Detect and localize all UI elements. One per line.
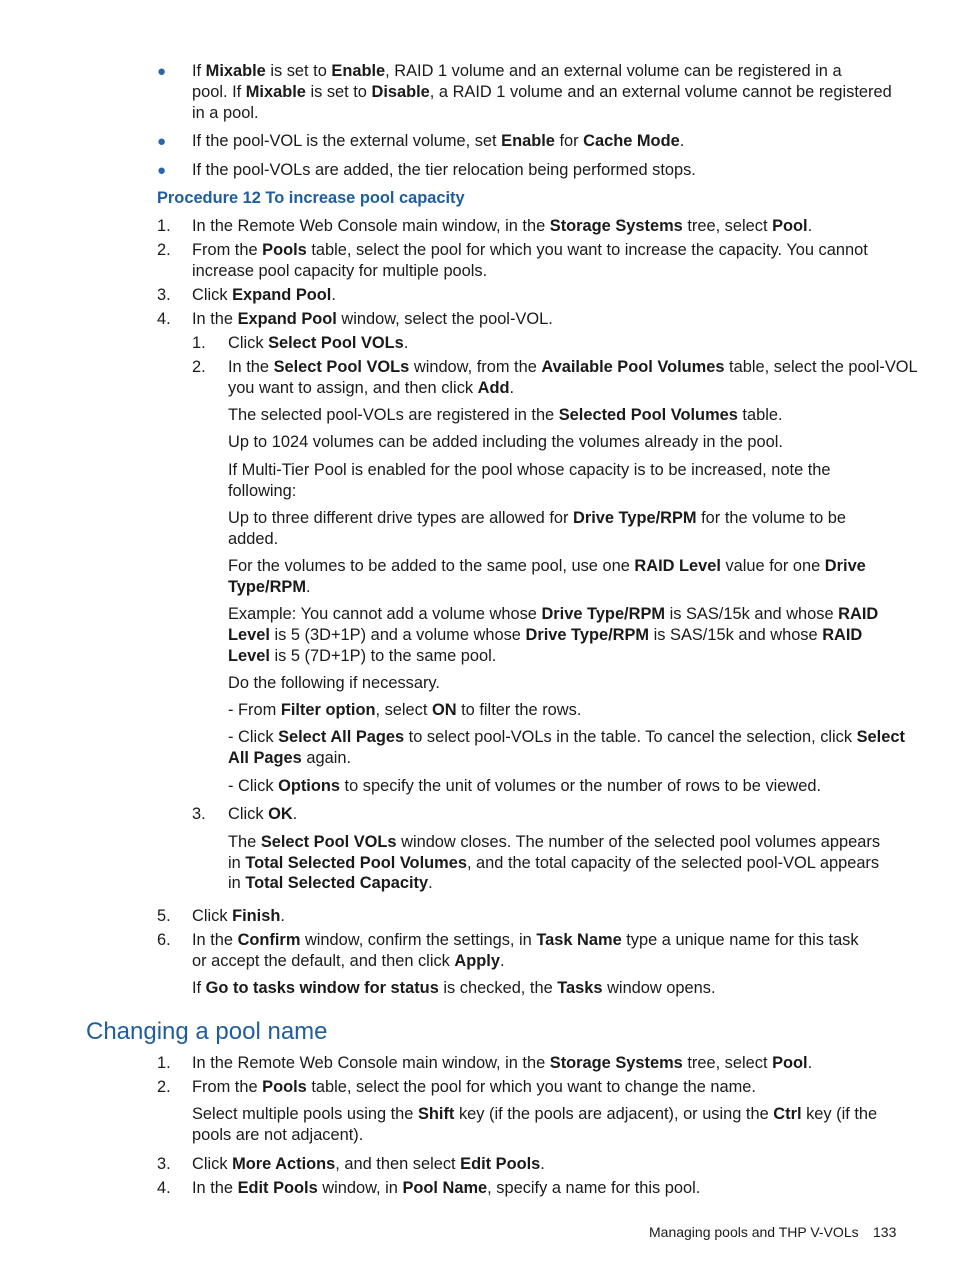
step-line: Click Expand Pool. (192, 286, 336, 304)
substep-line: you want to assign, and then click Add. (228, 379, 515, 397)
step-line: In the Expand Pool window, select the pool-VOL. (192, 310, 553, 328)
substep-para: Level is 5 (7D+1P) to the same pool. (228, 647, 497, 665)
substep-para: All Pages again. (228, 749, 352, 767)
substep-para: Level is 5 (3D+1P) and a volume whose Drive Type/RPM is SAS/15k and whose RAID (228, 626, 863, 644)
step-line: Click Finish. (192, 907, 285, 925)
bullet-marker: ● (157, 162, 167, 179)
substep-para: in Total Selected Capacity. (228, 874, 433, 892)
substep-para: If Multi-Tier Pool is enabled for the pool whose capacity is to be increased, note the (228, 461, 831, 479)
substep-para: The selected pool-VOLs are registered in the Selected Pool Volumes table. (228, 406, 783, 424)
substep-para: added. (228, 530, 279, 548)
step-line: or accept the default, and then click Apply. (192, 952, 505, 970)
step-line: In the Remote Web Console main window, in the Storage Systems tree, select Pool. (192, 217, 813, 235)
step-line: In the Remote Web Console main window, in the Storage Systems tree, select Pool. (192, 1054, 813, 1072)
substep-number: 2. (192, 358, 206, 376)
step-para: pools are not adjacent). (192, 1126, 364, 1144)
step-para: Select multiple pools using the Shift key (if the pools are adjacent), or using the Ctrl key (if the (192, 1105, 878, 1123)
bullet-line: If Mixable is set to Enable, RAID 1 volume and an external volume can be registered in a (192, 62, 842, 80)
substep-para: Example: You cannot add a volume whose Drive Type/RPM is SAS/15k and whose RAID (228, 605, 879, 623)
section-heading: Changing a pool name (86, 1018, 328, 1045)
substep-para: Up to three different drive types are allowed for Drive Type/RPM for the volume to be (228, 509, 846, 527)
step-number: 4. (157, 1179, 171, 1197)
bullet-line: pool. If Mixable is set to Disable, a RAID 1 volume and an external volume cannot be registered (192, 83, 892, 101)
substep-para: For the volumes to be added to the same pool, use one RAID Level value for one Drive (228, 557, 866, 575)
step-line: Click More Actions, and then select Edit Pools. (192, 1155, 545, 1173)
step-line: From the Pools table, select the pool for which you want to increase the capacity. You cannot (192, 241, 868, 259)
substep-number: 3. (192, 805, 206, 823)
step-para: If Go to tasks window for status is checked, the Tasks window opens. (192, 979, 716, 997)
substep-para: - Click Options to specify the unit of volumes or the number of rows to be viewed. (228, 777, 822, 795)
bullet-line: If the pool-VOL is the external volume, set Enable for Cache Mode. (192, 132, 685, 150)
substep-line: In the Select Pool VOLs window, from the Available Pool Volumes table, select the pool-VOL (228, 358, 918, 376)
bullet-marker: ● (157, 133, 167, 150)
substep-para: Do the following if necessary. (228, 674, 440, 692)
footer-title: Managing pools and THP V-VOLs (649, 1224, 859, 1240)
bullet-marker: ● (157, 63, 167, 80)
substep-para: Up to 1024 volumes can be added including the volumes already in the pool. (228, 433, 783, 451)
substep-number: 1. (192, 334, 206, 352)
step-number: 5. (157, 907, 171, 925)
step-line: In the Edit Pools window, in Pool Name, specify a name for this pool. (192, 1179, 701, 1197)
bullet-line: If the pool-VOLs are added, the tier relocation being performed stops. (192, 161, 696, 179)
step-line: increase pool capacity for multiple pools. (192, 262, 488, 280)
step-number: 3. (157, 286, 171, 304)
step-number: 2. (157, 1078, 171, 1096)
step-number: 2. (157, 241, 171, 259)
substep-para: in Total Selected Pool Volumes, and the total capacity of the selected pool-VOL appears (228, 854, 880, 872)
substep-para: - From Filter option, select ON to filter the rows. (228, 701, 582, 719)
step-line: From the Pools table, select the pool for which you want to change the name. (192, 1078, 756, 1096)
page-number: 133 (873, 1224, 897, 1240)
substep-para: The Select Pool VOLs window closes. The number of the selected pool volumes appears (228, 833, 881, 851)
substep-para: following: (228, 482, 297, 500)
step-number: 1. (157, 217, 171, 235)
substep-line: Click OK. (228, 805, 298, 823)
step-number: 4. (157, 310, 171, 328)
procedure-title: Procedure 12 To increase pool capacity (157, 189, 465, 207)
substep-line: Click Select Pool VOLs. (228, 334, 409, 352)
substep-para: Type/RPM. (228, 578, 311, 596)
bullet-line: in a pool. (192, 104, 259, 122)
step-number: 6. (157, 931, 171, 949)
step-number: 3. (157, 1155, 171, 1173)
substep-para: - Click Select All Pages to select pool-VOLs in the table. To cancel the selection, click Select (228, 728, 905, 746)
step-number: 1. (157, 1054, 171, 1072)
step-line: In the Confirm window, confirm the settings, in Task Name type a unique name for this task (192, 931, 859, 949)
